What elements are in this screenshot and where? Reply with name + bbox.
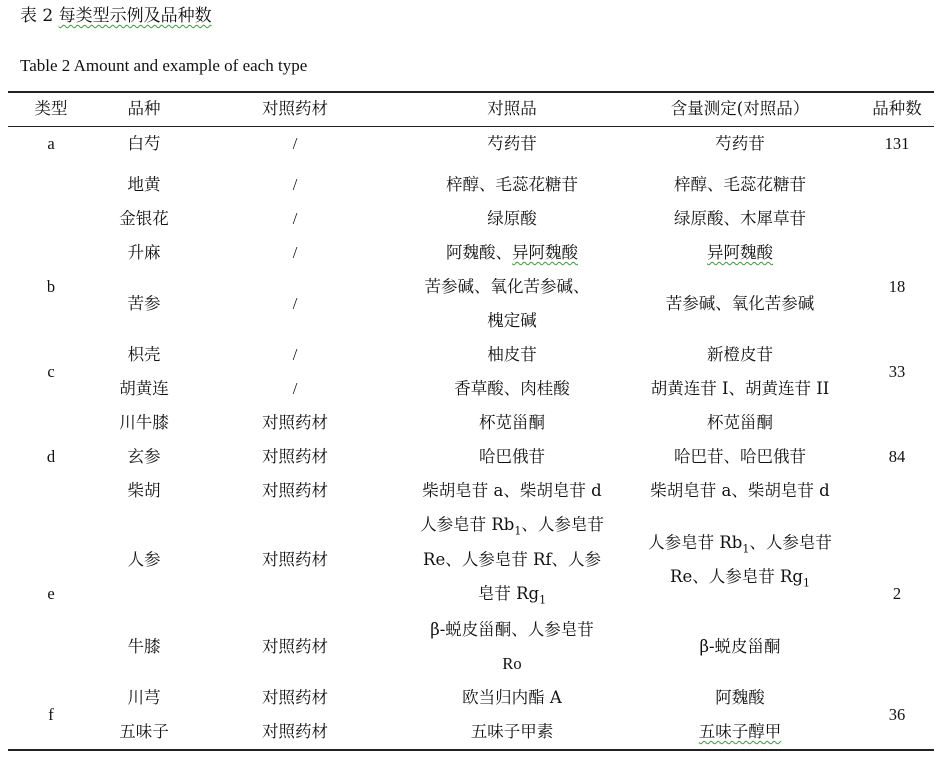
assay-huhuanglian: 胡黄连苷 I、胡黄连苷 II [650, 379, 830, 398]
assay-wuweizi: 五味子醇甲 [698, 722, 782, 741]
assay-renshen-line2 [670, 560, 810, 594]
ref-shengma-part1: 阿魏酸、 [446, 243, 512, 262]
table-caption-cn [20, 4, 212, 28]
refmat-renshen: 对照药材 [262, 550, 328, 569]
variety-xuanshen: 玄参 [127, 447, 161, 466]
type-b: b [46, 277, 56, 296]
table-bottom-rule [8, 749, 934, 751]
header-type: 类型 [34, 99, 68, 118]
variety-kushen: 苦参 [127, 294, 161, 313]
assay-xuanshen: 哈巴苷、哈巴俄苷 [674, 447, 806, 466]
count-a: 131 [884, 134, 910, 153]
variety-dihuang: 地黄 [127, 175, 161, 194]
refmat-chaihu: 对照药材 [262, 481, 328, 500]
ref-renshen-line1-sub: 1 [514, 524, 522, 538]
assay-chuanxiong: 阿魏酸 [715, 688, 765, 707]
ref-niuxi-line1: β-蜕皮甾酮、人参皂苷 [430, 620, 594, 639]
ref-renshen-line3-a: 皂苷 Rg [477, 584, 540, 603]
assay-niuxi: β-蜕皮甾酮 [699, 637, 781, 656]
ref-xuanshen: 哈巴俄苷 [479, 447, 545, 466]
refmat-dihuang: / [292, 175, 298, 194]
refmat-wuweizi: 对照药材 [262, 722, 328, 741]
assay-zhiqiao: 新橙皮苷 [707, 345, 773, 364]
ref-shengma [446, 236, 578, 270]
ref-chuanxiong: 欧当归内酯 A [462, 688, 562, 707]
variety-niuxi: 牛膝 [127, 637, 161, 656]
count-e: 2 [892, 584, 902, 603]
ref-jinyinhua: 绿原酸 [487, 209, 537, 228]
ref-renshen-line1 [420, 508, 604, 542]
refmat-zhiqiao: / [292, 345, 298, 364]
ref-huhuanglian: 香草酸、肉桂酸 [454, 379, 570, 398]
assay-jinyinhua: 绿原酸、木犀草苷 [674, 209, 806, 228]
variety-chuanxiong: 川芎 [127, 688, 161, 707]
ref-chuanniuxi: 杯苋甾酮 [479, 413, 545, 432]
variety-baishao: 白芍 [127, 134, 161, 153]
refmat-baishao: / [292, 134, 298, 153]
variety-chaihu: 柴胡 [127, 481, 161, 500]
type-c: c [47, 362, 55, 381]
variety-wuweizi: 五味子 [119, 722, 169, 741]
refmat-huhuanglian: / [292, 379, 298, 398]
assay-kushen: 苦参碱、氧化苦参碱 [665, 294, 815, 313]
ref-zhiqiao: 柚皮苷 [487, 345, 537, 364]
ref-baishao: 芍药苷 [487, 134, 537, 153]
refmat-niuxi: 对照药材 [262, 637, 328, 656]
type-e: e [47, 584, 55, 603]
assay-renshen-line2-a: Re、人参皂苷 Rg [670, 567, 803, 586]
ref-dihuang: 梓醇、毛蕊花糖苷 [446, 175, 578, 194]
ref-renshen-line3-sub: 1 [539, 593, 547, 607]
assay-renshen-line1-sub: 1 [742, 542, 750, 556]
refmat-chuanniuxi: 对照药材 [262, 413, 328, 432]
variety-shengma: 升麻 [127, 243, 161, 262]
caption-title: 每类型示例及品种数 [58, 6, 212, 26]
ref-renshen-line1-b: 、人参皂苷 [521, 515, 604, 534]
type-a: a [47, 134, 55, 153]
header-variety: 品种 [127, 99, 161, 118]
ref-chaihu: 柴胡皂苷 a、柴胡皂苷 d [422, 481, 602, 500]
caption-number: 表 2 [20, 6, 59, 26]
assay-dihuang: 梓醇、毛蕊花糖苷 [674, 175, 806, 194]
assay-chaihu: 柴胡皂苷 a、柴胡皂苷 d [650, 481, 830, 500]
count-c: 33 [888, 362, 906, 381]
refmat-xuanshen: 对照药材 [262, 447, 328, 466]
assay-shengma: 异阿魏酸 [707, 243, 773, 262]
refmat-jinyinhua: / [292, 209, 298, 228]
type-d: d [46, 447, 56, 466]
assay-renshen-line1-b: 、人参皂苷 [749, 533, 832, 552]
count-f: 36 [888, 705, 906, 724]
ref-renshen-line1-a: 人参皂苷 Rb [420, 515, 515, 534]
count-d: 84 [888, 447, 906, 466]
count-b: 18 [888, 277, 906, 296]
ref-kushen-line1: 苦参碱、氧化苦参碱、 [424, 277, 590, 296]
header-count: 品种数 [872, 99, 922, 118]
ref-renshen-line2: Re、人参皂苷 Rf、人参 [423, 550, 601, 569]
ref-wuweizi: 五味子甲素 [470, 722, 554, 741]
header-ref-material: 对照药材 [262, 99, 328, 118]
assay-renshen-line2-sub: 1 [802, 576, 810, 590]
table-caption-en: Table 2 Amount and example of each type [20, 56, 308, 75]
refmat-shengma: / [292, 243, 298, 262]
header-assay: 含量测定(对照品） [670, 99, 810, 118]
assay-baishao: 芍药苷 [715, 134, 765, 153]
header-ref-substance: 对照品 [487, 99, 537, 118]
variety-chuanniuxi: 川牛膝 [119, 413, 169, 432]
ref-renshen-line3 [478, 577, 546, 611]
assay-renshen-line1-a: 人参皂苷 Rb [648, 533, 743, 552]
ref-niuxi-line2: Ro [502, 654, 522, 673]
ref-kushen-line2: 槐定碱 [487, 311, 537, 330]
type-f: f [48, 705, 54, 724]
assay-renshen-line1 [648, 526, 832, 560]
refmat-kushen: / [292, 294, 298, 313]
ref-shengma-part2: 异阿魏酸 [512, 243, 578, 262]
variety-renshen: 人参 [127, 550, 161, 569]
variety-huhuanglian: 胡黄连 [119, 379, 169, 398]
assay-chuanniuxi: 杯苋甾酮 [707, 413, 773, 432]
refmat-chuanxiong: 对照药材 [262, 688, 328, 707]
variety-zhiqiao: 枳壳 [127, 345, 161, 364]
variety-jinyinhua: 金银花 [119, 209, 169, 228]
